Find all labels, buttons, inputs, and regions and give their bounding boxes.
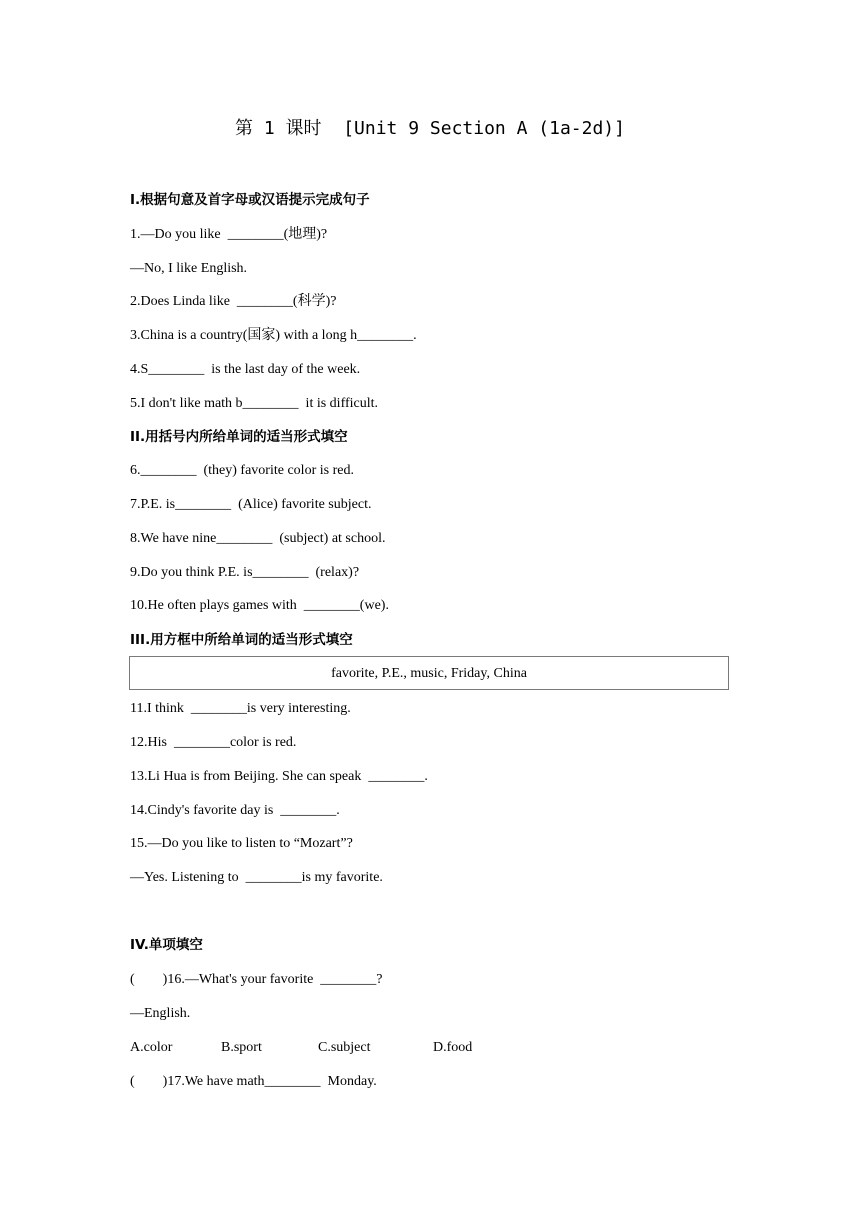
question-line: 14.Cindy's favorite day is ________.	[130, 803, 340, 818]
question-line: 2.Does Linda like ________(科学)?	[130, 294, 337, 309]
question-line: —Yes. Listening to ________is my favorite.	[130, 870, 383, 885]
question-line: 11.I think ________is very interesting.	[130, 701, 351, 716]
question-16-answer: —English.	[130, 1006, 191, 1021]
question-line: 8.We have nine________ (subject) at school.	[130, 531, 386, 546]
question-line: 12.His ________color is red.	[130, 735, 297, 750]
question-16: ( )16.—What's your favorite ________?	[130, 972, 383, 987]
question-line: 9.Do you think P.E. is________ (relax)?	[130, 565, 360, 580]
option-a: A.color	[130, 1040, 173, 1055]
question-17: ( )17.We have math________ Monday.	[130, 1074, 377, 1089]
section-4-heading: IV.单项填空	[130, 937, 203, 953]
section-2-heading: II.用括号内所给单词的适当形式填空	[130, 429, 348, 445]
question-line: 4.S________ is the last day of the week.	[130, 362, 361, 377]
question-line: 6.________ (they) favorite color is red.	[130, 463, 354, 478]
word-box: favorite, P.E., music, Friday, China	[129, 656, 729, 690]
option-d: D.food	[433, 1040, 473, 1055]
question-line: 13.Li Hua is from Beijing. She can speak ________.	[130, 769, 428, 784]
question-line: 3.China is a country(国家) with a long h________.	[130, 328, 417, 343]
question-line: 5.I don't like math b________ it is difficult.	[130, 396, 379, 411]
question-line: 1.—Do you like ________(地理)?	[130, 227, 328, 242]
section-1-heading: I.根据句意及首字母或汉语提示完成句子	[130, 192, 370, 208]
question-line: 15.—Do you like to listen to “Mozart”?	[130, 836, 353, 851]
section-3-heading: III.用方框中所给单词的适当形式填空	[130, 632, 353, 648]
page-title: 第 1 课时 [Unit 9 Section A (1a-2d)]	[235, 118, 625, 139]
option-b: B.sport	[221, 1040, 262, 1055]
question-line: 10.He often plays games with ________(we).	[130, 598, 389, 613]
question-line: 7.P.E. is________ (Alice) favorite subject.	[130, 497, 372, 512]
question-line: —No, I like English.	[130, 261, 248, 276]
option-c: C.subject	[318, 1040, 371, 1055]
